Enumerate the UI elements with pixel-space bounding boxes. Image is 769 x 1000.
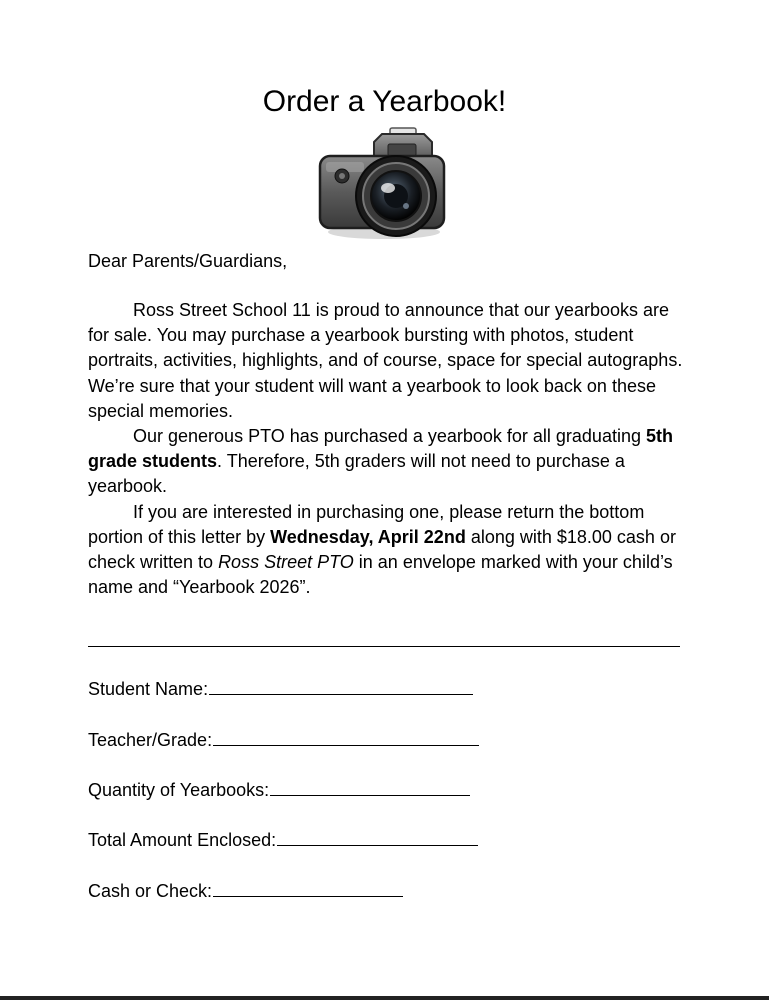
payment-method-blank[interactable] [213, 878, 403, 897]
highlight-grade: 5th grade students [88, 426, 673, 472]
quantity-blank[interactable] [270, 777, 470, 796]
page-bottom-edge [0, 996, 769, 1000]
cut-line [88, 646, 680, 647]
highlight-deadline: Wednesday, April 22nd [270, 526, 466, 547]
paragraph-3: If you are interested in purchasing one, please return the bottom portion of this letter by Wednesday, April 22nd along with $18.00 cash or check written to Ross Street PTO in an envelope marked with your child’s name and “Yearbook 2026”. [88, 501, 676, 598]
page-title: Order a Yearbook! [262, 85, 507, 118]
payment-method-field[interactable]: Cash or Check: [88, 878, 403, 903]
student-name-blank[interactable] [209, 676, 473, 695]
letter-body [88, 298, 688, 600]
camera-icon [318, 126, 446, 242]
student-name-field[interactable]: Student Name: [88, 676, 473, 701]
teacher-grade-field[interactable]: Teacher/Grade: [88, 727, 479, 752]
total-amount-field[interactable]: Total Amount Enclosed: [88, 827, 478, 852]
salutation: Dear Parents/Guardians, [88, 251, 288, 271]
paragraph-2: Our generous PTO has purchased a yearbook for all graduating 5th grade students. Therefore, 5th graders will not need to purchase a yearbook. [88, 426, 673, 497]
total-amount-blank[interactable] [277, 827, 478, 846]
quantity-field[interactable]: Quantity of Yearbooks: [88, 777, 470, 802]
paragraph-1: Ross Street School 11 is proud to announce that our yearbooks are for sale. You may purchase a yearbook bursting with photos, student portraits, activities, highlights, and of course, space for special autographs. We’re sure that your student will want a yearbook to look back on these special memories. [88, 300, 683, 421]
teacher-grade-blank[interactable] [213, 727, 479, 746]
payee-name: Ross Street PTO [218, 552, 354, 573]
